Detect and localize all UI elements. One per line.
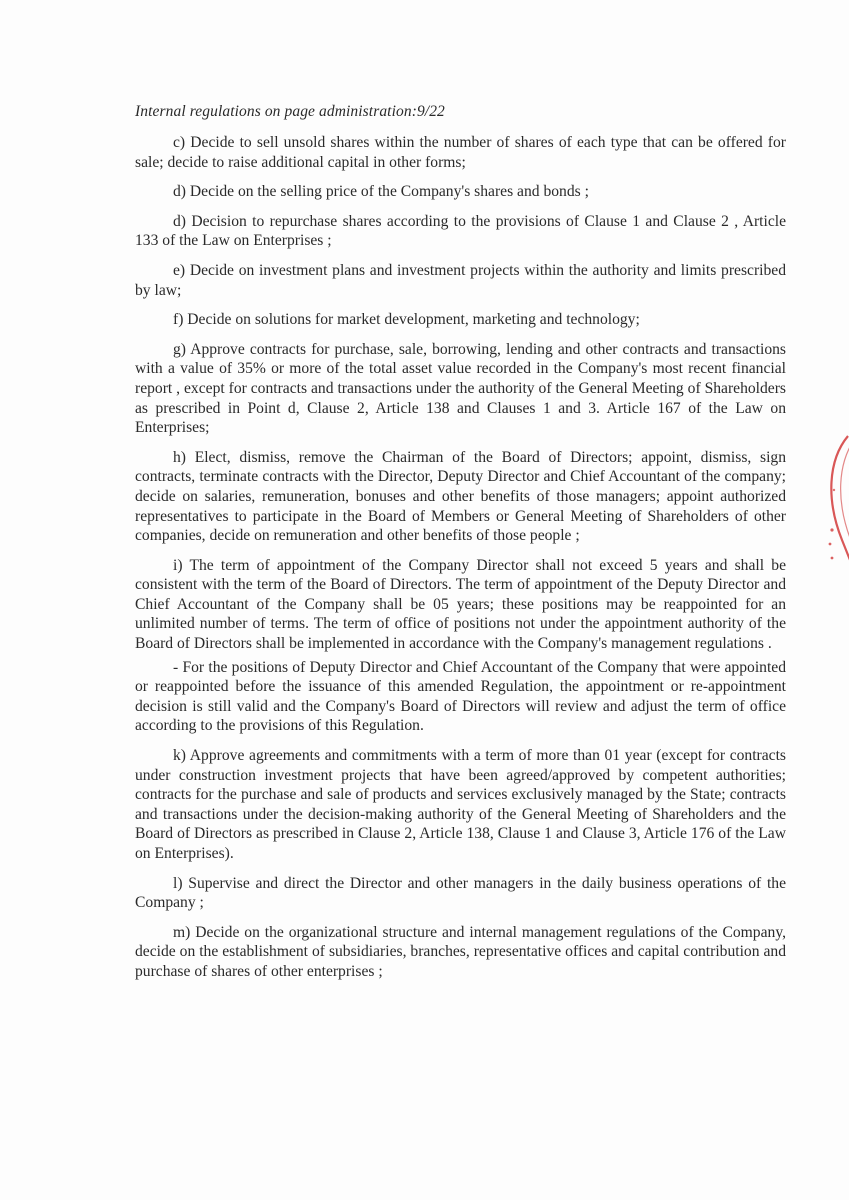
page-header: Internal regulations on page administration:9/22 [135,103,445,120]
red-seal-stamp [820,430,849,590]
paragraph-d-repurchase: d) Decision to repurchase shares according to the provisions of Clause 1 and Clause 2 , Article 133 of the Law on Enterprises ; [135,212,786,250]
paragraph-f: f) Decide on solutions for market development, marketing and technology; [173,311,640,329]
paragraph-i: i) The term of appointment of the Company Director shall not exceed 5 years and shall be consistent with the term of the Board of Directors. The term of appointment of the Deputy Director and Chief Accountant of the Company shall be 05 years; these positions may be reappointed for an unlimited number of terms. The term of office of positions not under the appointment authority of the Board of Directors shall be implemented in accordance with the Company's management regulations . [135,556,786,653]
paragraph-e: e) Decide on investment plans and investment projects within the authority and limits prescribed by law; [135,261,786,299]
paragraph-l: l) Supervise and direct the Director and other managers in the daily business operations of the Company ; [135,874,786,912]
paragraph-c: c) Decide to sell unsold shares within the number of shares of each type that can be offered for sale; decide to raise additional capital in other forms; [135,134,786,171]
paragraph-k: k) Approve agreements and commitments with a term of more than 01 year (except for contracts under construction investment projects that have been agreed/approved by competent authorities; contracts for the purchase and sale of products and services exclusively managed by the State; contracts and transactions under the decision-making authority of the General Meeting of Shareholders and the Board of Directors as prescribed in Clause 2, Article 138, Clause 1 and Clause 3, Article 176 of the Law on Enterprises). [135,747,786,862]
paragraph-i-note: - For the positions of Deputy Director and Chief Accountant of the Company that were appointed or reappointed before the issuance of this amended Regulation, the appointment or re-appointment decision is still valid and the Company's Board of Directors will review and adjust the term of office according to the provisions of this Regulation. [135,658,786,735]
paragraph-m: m) Decide on the organizational structure and internal management regulations of the Company, decide on the establishment of subsidiaries, branches, representative offices and capital contribution and purchase of shares of other enterprises ; [135,923,786,980]
document-body [135,133,786,992]
paragraph-h: h) Elect, dismiss, remove the Chairman of the Board of Directors; appoint, dismiss, sign contracts, terminate contracts with the Director, Deputy Director and Chief Accountant of the company; decide on salaries, remuneration, bonuses and other benefits of those managers; appoint authorized representatives to participate in the Board of Members or General Meeting of Shareholders of other companies, decide on remuneration and other benefits of those people ; [135,448,786,545]
paragraph-g: g) Approve contracts for purchase, sale, borrowing, lending and other contracts and transactions with a value of 35% or more of the total asset value recorded in the Company's most recent financial report , except for contracts and transactions under the authority of the General Meeting of Shareholders as prescribed in Point d, Clause 2, Article 138 and Clauses 1 and 3. Article 167 of the Law on Enterprises; [135,340,786,437]
paragraph-d-selling-price: d) Decide on the selling price of the Company's shares and bonds ; [173,183,589,201]
